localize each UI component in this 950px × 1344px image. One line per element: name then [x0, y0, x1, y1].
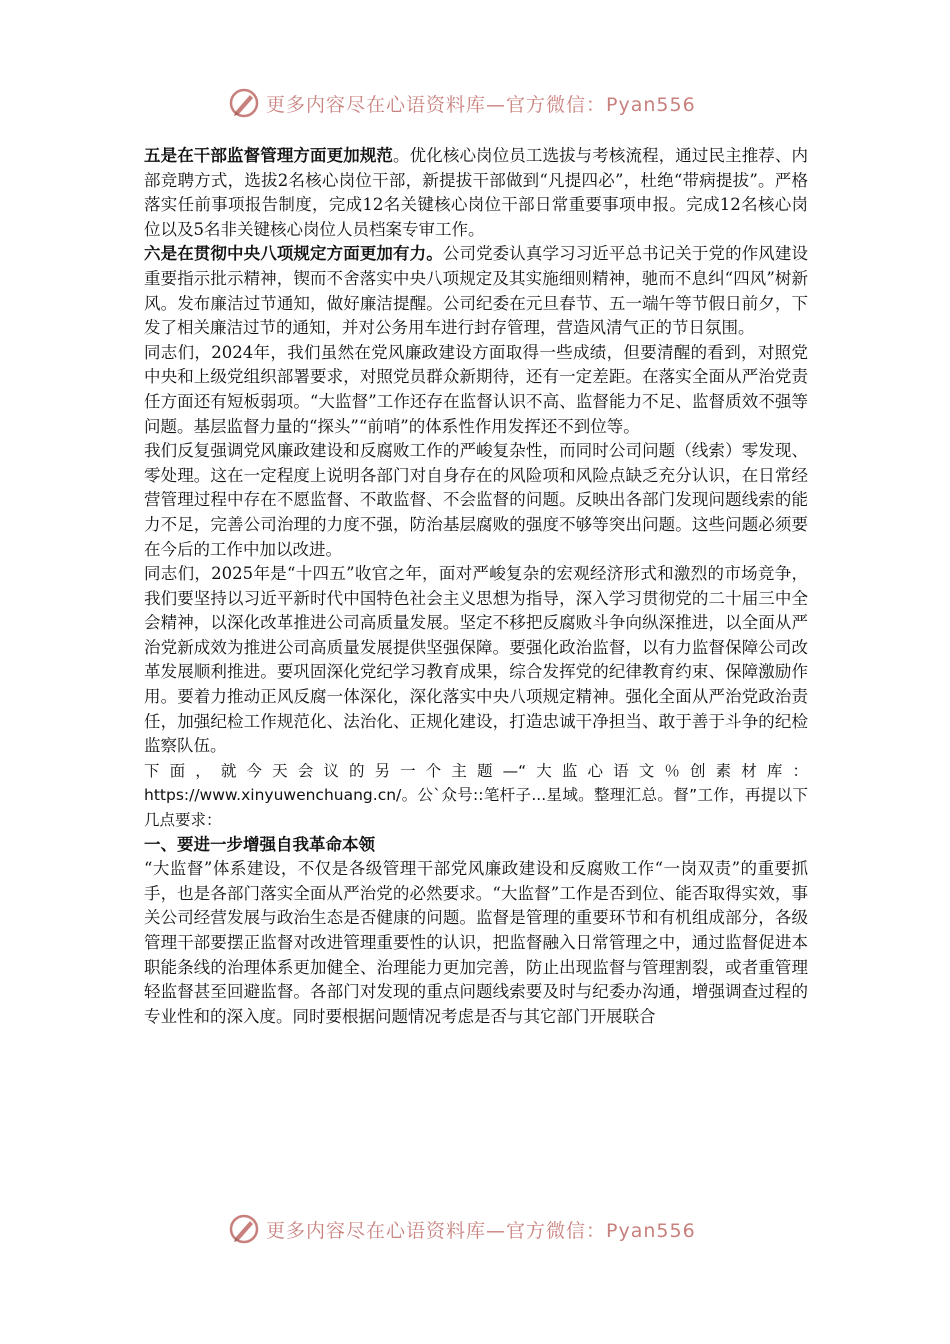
- paragraph-eight-rules: [144, 242, 808, 340]
- paragraph-cadre-supervision: [144, 144, 808, 242]
- paragraph-2025-goals: 同志们，2025年是“十四五”收官之年，面对严峻复杂的宏观经济形式和激烈的市场竞争，我们要坚持以习近平新时代中国特色社会主义思想为指导，深入学习贯彻党的二十届三中全会精神，以深化改革推进公司高质量发展。坚定不移把反腐败斗争向纵深推进，以全面从严治党新成效为推进公司高质量发展提供坚强保障。要强化政治监督，以有力监督保障公司改革发展顺利推进。要巩固深化党纪学习教育成果，综合发挥党的纪律教育约束、保障激励作用。要着力推动正风反腐一体深化，深化落实中央八项规定精神。强化全面从严治党政治责任，加强纪检工作规范化、法治化、正规化建设，打造忠诚干净担当、敢于善于斗争的纪检监察队伍。: [144, 564, 808, 756]
- paragraph-big-supervision: “大监督”体系建设，不仅是各级管理干部党风廉政建设和反腐败工作“一岗双责”的重要抓手，也是各部门落实全面从严治党的必然要求。“大监督”工作是否到位、能否取得实效，事关公司经营发展与政治生态是否健康的问题。监督是管理的重要环节和有机组成部分，各级管理干部要摆正监督对改进管理重要性的认识，把监督融入日常管理之中，通过监督促进本职能条线的治理体系更加健全、治理能力更加完善，防止出现监督与管理割裂，或者重管理轻监督甚至回避监督。各部门对发现的重点问题线索要及时与纪委办沟通，增强调查过程的专业性和的深入度。同时要根据问题情况考虑是否与其它部门开展联合: [144, 859, 808, 1026]
- pen-logo-icon: [228, 1213, 260, 1245]
- footer-watermark-banner: [228, 1212, 728, 1246]
- paragraph-requirements-intro: 下面，就今天会议的另一个主题—“大监心语文％创素材库：https://www.xinyuwenchuang.cn/。公`众号::笔杆子...星域。整理汇总。督”工作，再提以下几点要求：: [144, 761, 808, 830]
- banner-text: 更多内容尽在心语资料库—官方微信：Pyan556: [266, 1219, 696, 1242]
- paragraph-lead: 五是在干部监督管理方面更加规范: [144, 146, 394, 165]
- paragraph-text: 。优化核心岗位员工选拔与考核流程，通过民主推荐、内部竞聘方式，选拔2名核心岗位干部，新提拔干部做到“凡提四必”，杜绝“带病提拔”。严格落实任前事项报告制度，完成12名关键核心岗位干部日常重要事项申报。完成12名核心岗位以及5名非关键核心岗位人员档案专审工作。: [144, 146, 809, 239]
- paragraph-lead: 六是在贯彻中央八项规定方面更加有力。: [144, 244, 443, 264]
- header-watermark-banner: [228, 86, 728, 120]
- banner-text: 更多内容尽在心语资料库—官方微信：Pyan556: [266, 93, 696, 116]
- section-heading: 一、要进一步增强自我革命本领: [144, 834, 375, 854]
- document-body: [144, 144, 808, 1029]
- paragraph-text: 公司党委认真学习习近平总书记关于党的作风建设重要指示批示精神，锲而不舍落实中央八项规定及其实施细则精神，驰而不息纠“四风”树新风。发布廉洁过节通知，做好廉洁提醒。公司纪委在元旦春节、五一端午等节假日前夕，下发了相关廉洁过节的通知，并对公务用车进行封存管理，营造风清气正的节日氛围。: [144, 244, 809, 338]
- paragraph-gaps: 同志们，2024年，我们虽然在党风廉政建设方面取得一些成绩，但要清醒的看到，对照党中央和上级党组织部署要求，对照党员群众新期待，还有一定差距。在落实全面从严治党责任方面还有短板弱项。“大监督”工作还存在监督认识不高、监督能力不足、监督质效不强等问题。基层监督力量的“探头”“前哨”的体系性作用发挥还不到位等。: [144, 342, 808, 436]
- paragraph-problems: 我们反复强调党风廉政建设和反腐败工作的严峻复杂性，而同时公司问题（线索）零发现、零处理。这在一定程度上说明各部门对自身存在的风险项和风险点缺乏充分认识，在日常经营管理过程中存在不愿监督、不敢监督、不会监督的问题。反映出各部门发现问题线索的能力不足，完善公司治理的力度不强，防治基层腐败的强度不够等突出问题。这些问题必须要在今后的工作中加以改进。: [144, 441, 808, 559]
- pen-logo-icon: [228, 87, 260, 119]
